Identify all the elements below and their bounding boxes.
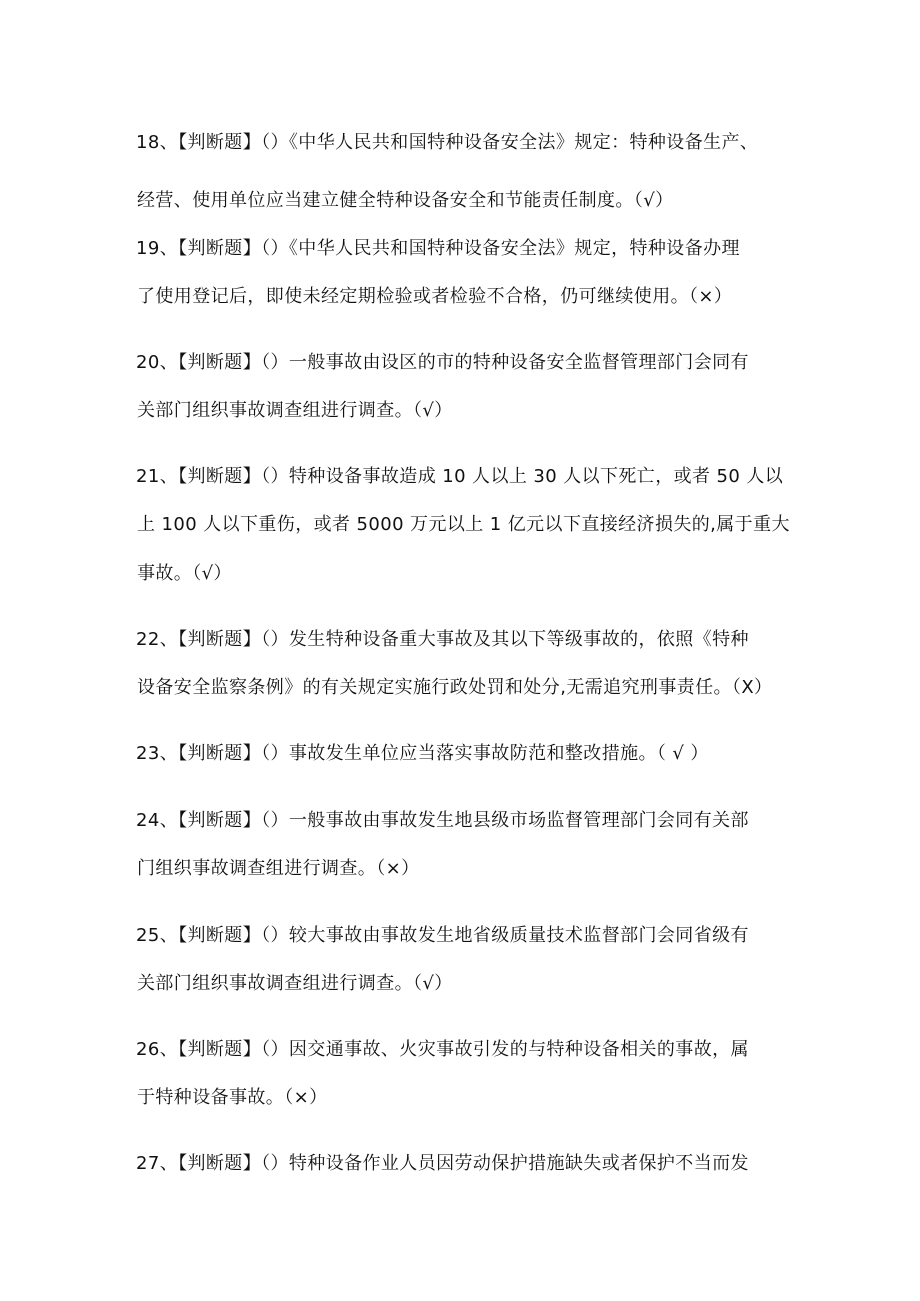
question-24-line-2: 门组织事故调查组进行调查。（×） [137,858,420,879]
question-25-line-1: 25、【判断题】（）较大事故由事故发生地省级质量技术监督部门会同省级有 [136,925,749,946]
question-18-line-2: 经营、使用单位应当建立健全特种设备安全和节能责任制度。（√） [137,190,674,211]
question-23-line-1: 23、【判断题】（）事故发生单位应当落实事故防范和整改措施。（ √ ） [136,743,709,764]
question-18-line-1: 18、【判断题】（）《中华人民共和国特种设备安全法》规定：特种设备生产、 [136,132,759,153]
question-22-line-1: 22、【判断题】（）发生特种设备重大事故及其以下等级事故的，依照《特种 [136,629,749,650]
question-21-line-3: 事故。（√） [137,563,232,584]
question-26-line-1: 26、【判断题】（）因交通事故、火灾事故引发的与特种设备相关的事故，属 [136,1039,749,1060]
question-22-line-2: 设备安全监察条例》的有关规定实施行政处罚和处分,无需追究刑事责任。（X） [137,677,773,698]
question-24-line-1: 24、【判断题】（）一般事故由事故发生地县级市场监督管理部门会同有关部 [136,810,749,831]
question-20-line-2: 关部门组织事故调查组进行调查。（√） [137,400,453,421]
question-25-line-2: 关部门组织事故调查组进行调查。（√） [137,973,453,994]
question-27-line-1: 27、【判断题】（）特种设备作业人员因劳动保护措施缺失或者保护不当而发 [136,1153,749,1174]
question-21-line-2: 上 100 人以下重伤，或者 5000 万元以上 1 亿元以下直接经济损失的,属于重大 [137,514,790,535]
question-26-line-2: 于特种设备事故。（×） [137,1087,328,1108]
question-20-line-1: 20、【判断题】（）一般事故由设区的市的特种设备安全监督管理部门会同有 [136,352,749,373]
question-19-line-1: 19、【判断题】（）《中华人民共和国特种设备安全法》规定，特种设备办理 [136,238,740,259]
question-19-line-2: 了使用登记后，即使未经定期检验或者检验不合格，仍可继续使用。（×） [137,286,733,307]
question-21-line-1: 21、【判断题】（）特种设备事故造成 10 人以上 30 人以下死亡，或者 50 人以 [136,466,784,487]
